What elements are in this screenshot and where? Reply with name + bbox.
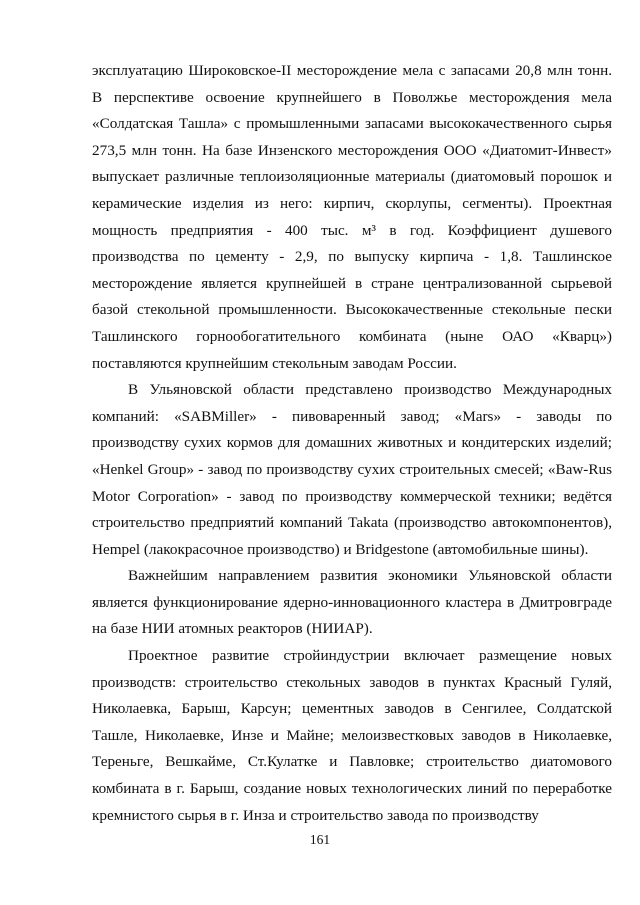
- paragraph-international-companies: В Ульяновской области представлено производство Международных компаний: «SABMiller» - пивоваренный завод; «Mars» - заводы по производству сухих кормов для домашних животных и кондитерских изделий; «Henkel Group» - завод по производству сухих строительных смесей; «Baw-Rus Motor Corporation» - завод по производству коммерческой техники; ведётся строительство предприятий компаний Takata (производство автокомпонентов), Hempel (лакокрасочное производство) и Bridgestone (автомобильные шины).: [92, 381, 612, 558]
- page-number: 161: [309, 832, 331, 847]
- body-text: [92, 58, 612, 829]
- paragraph-nuclear-cluster: Важнейшим направлением развития экономики Ульяновской области является функционирование ядерно-инновационного кластера в Дмитровграде на базе НИИ атомных реакторов (НИИАР).: [92, 567, 612, 638]
- paragraph-continuation: эксплуатацию Широковское-II месторождение мела с запасами 20,8 млн тонн. В перспективе освоение крупнейшего в Поволжье месторождения мела «Солдатская Ташла» с промышленными запасами высококачественного сырья 273,5 млн тонн. На базе Инзенского месторождения ООО «Диатомит-Инвест» выпускает различные теплоизоляционные материалы (диатомовый порошок и керамические изделия из него: кирпич, скорлупы, сегменты). Проектная мощность предприятия - 400 тыс. м³ в год. Коэффициент душевого производства по цементу - 2,9, по выпуску кирпича - 1,8. Ташлинское месторождение является крупнейшей в стране централизованной сырьевой базой стекольной промышленности. Высококачественные стекольные пески Ташлинского горнообогатительного комбината (ныне ОАО «Кварц») поставляются крупнейшим стекольным заводам России.: [92, 62, 612, 372]
- paragraph-construction-industry: Проектное развитие стройиндустрии включает размещение новых производств: строительство стекольных заводов в пунктах Красный Гуляй, Николаевка, Барыш, Карсун; цементных заводов в Сенгилее, Солдатской Ташле, Николаевке, Инзе и Майне; мелоизвестковых заводов в Николаевке, Тереньге, Вешкайме, Ст.Кулатке и Павловке; строительство диатомового комбината в г. Барыш, создание новых технологических линий по переработке кремнистого сырья в г. Инза и строительство завода по производству: [92, 647, 612, 824]
